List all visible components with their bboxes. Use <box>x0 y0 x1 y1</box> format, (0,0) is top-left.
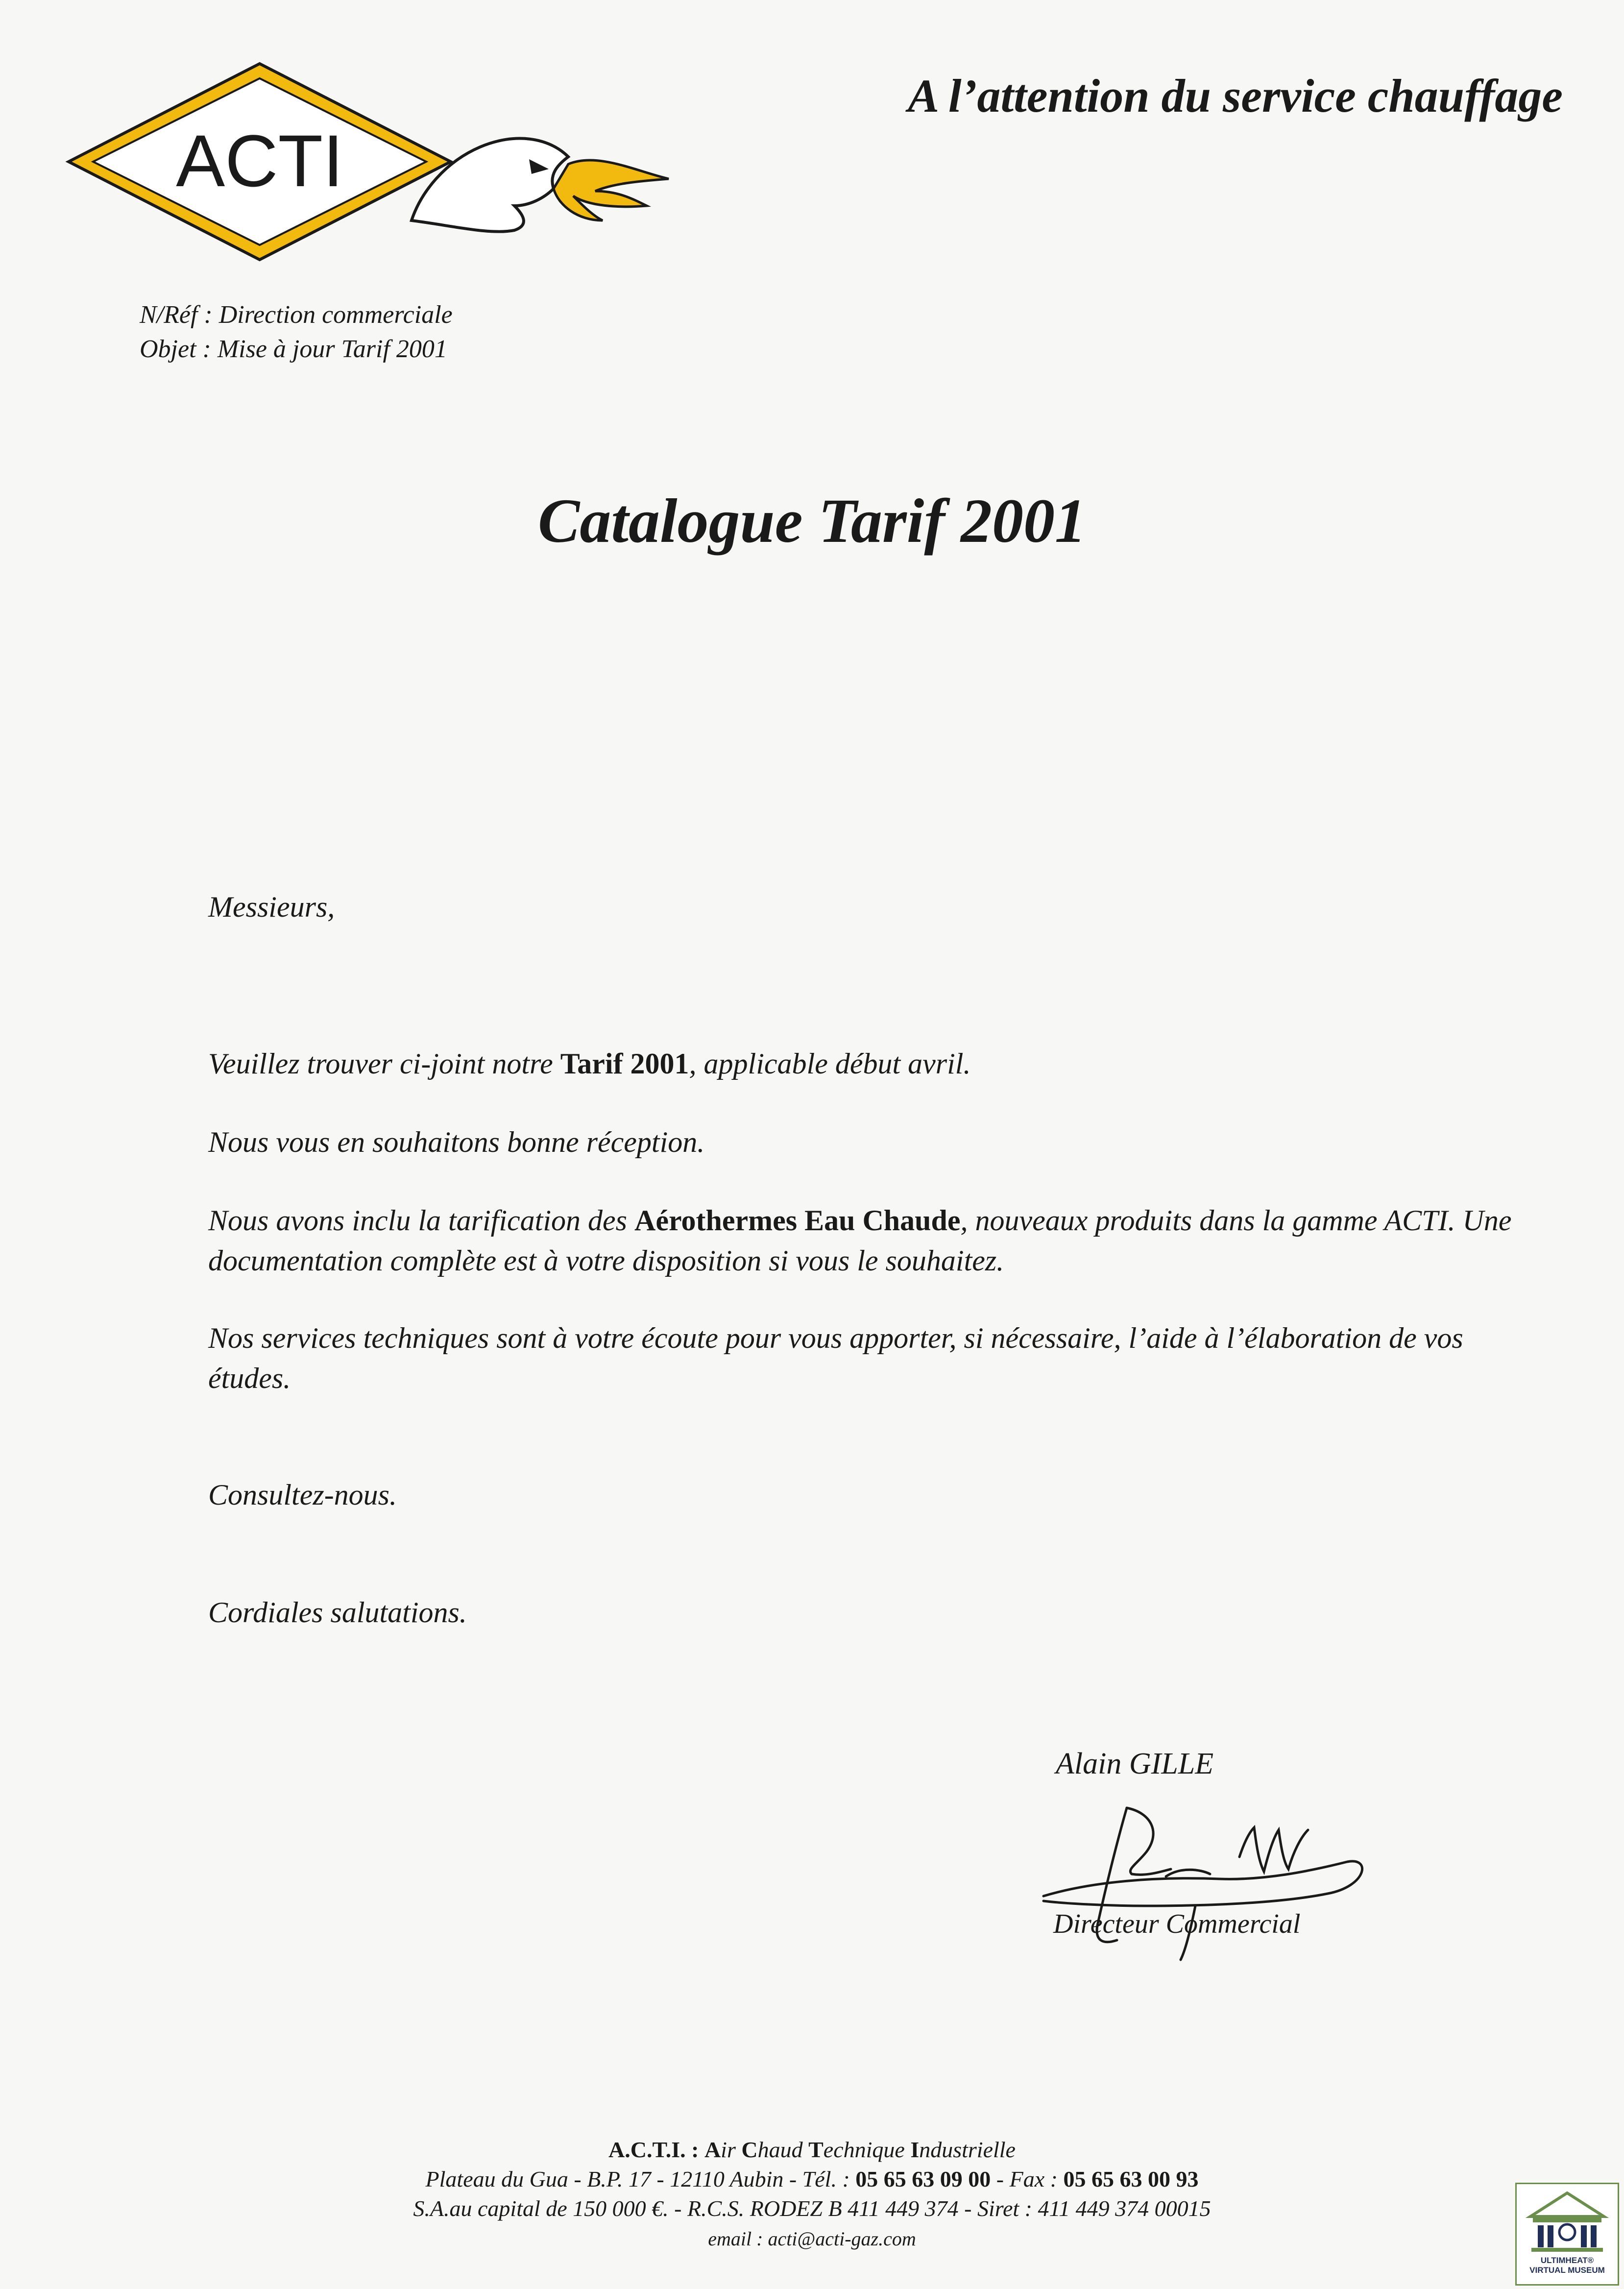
footer-phone: 05 65 63 09 00 <box>855 2167 991 2192</box>
footer-letter-c: C <box>741 2137 758 2162</box>
museum-watermark <box>1515 2183 1619 2286</box>
footer-word-industrielle: ndustrielle <box>919 2137 1016 2162</box>
footer-email: email : acti@acti-gaz.com <box>708 2228 916 2250</box>
signer-title: Directeur Commercial <box>1053 1909 1301 1939</box>
p1-text-start: Veuillez trouver ci-joint notre <box>208 1047 560 1080</box>
footer-fax-label: - Fax : <box>991 2167 1064 2192</box>
footer-company-acronym: A.C.T.I. : <box>608 2137 699 2162</box>
acti-logo <box>59 59 676 274</box>
paragraph-tarif <box>208 1044 1531 1084</box>
salutation: Messieurs, <box>208 891 335 923</box>
footer-letter-a: A <box>704 2137 721 2162</box>
p3-text-end: , nouveaux produits dans la gamme ACTI. Une documentation complète est à votre disposition si vous le souhaitez. <box>208 1204 1512 1277</box>
footer-address-text: Plateau du Gua - B.P. 17 - 12110 Aubin - Tél. : <box>425 2167 856 2192</box>
museum-building-icon <box>1521 2187 1614 2256</box>
reference-block <box>140 298 453 366</box>
reference-line: N/Réf : Direction commerciale <box>140 301 453 329</box>
p1-text-end: , applicable début avril. <box>689 1047 971 1080</box>
closing-line: Cordiales salutations. <box>208 1596 467 1629</box>
object-line: Objet : Mise à jour Tarif 2001 <box>140 335 447 363</box>
footer-legal: S.A.au capital de 150 000 €. - R.C.S. RODEZ B 411 449 374 - Siret : 411 449 374 00015 <box>413 2196 1211 2221</box>
footer-address <box>0 2165 1624 2194</box>
p3-text-start: Nous avons inclu la tarification des <box>208 1204 634 1237</box>
museum-name: ULTIMHEAT® <box>1540 2256 1594 2265</box>
document-title: Catalogue Tarif 2001 <box>538 486 1086 556</box>
footer-word-technique: echnique <box>823 2137 911 2162</box>
footer-letter-i: I <box>910 2137 920 2162</box>
paragraph-aerothermes <box>208 1200 1531 1281</box>
signer-name: Alain GILLE <box>1056 1747 1214 1780</box>
footer-fax: 05 65 63 00 93 <box>1063 2167 1199 2192</box>
footer-word-chaud: haud <box>757 2137 809 2162</box>
museum-subtitle: VIRTUAL MUSEUM <box>1529 2265 1605 2275</box>
p3-bold: Aérothermes Eau Chaude <box>634 1204 961 1237</box>
footer-letter-t: T <box>808 2137 824 2162</box>
p1-bold: Tarif 2001 <box>560 1047 689 1080</box>
paragraph-services: Nos services techniques sont à votre écoute pour vous apporter, si nécessaire, l’aide à l’élaboration de vos études. <box>208 1322 1463 1394</box>
paragraph-reception: Nous vous en souhaitons bonne réception. <box>208 1126 705 1158</box>
attention-line: A l’attention du service chauffage <box>908 70 1563 122</box>
logo-text: ACTI <box>176 120 343 202</box>
footer-company <box>0 2135 1624 2165</box>
footer-word-air: ir <box>721 2137 742 2162</box>
consult-line: Consultez-nous. <box>208 1479 397 1511</box>
